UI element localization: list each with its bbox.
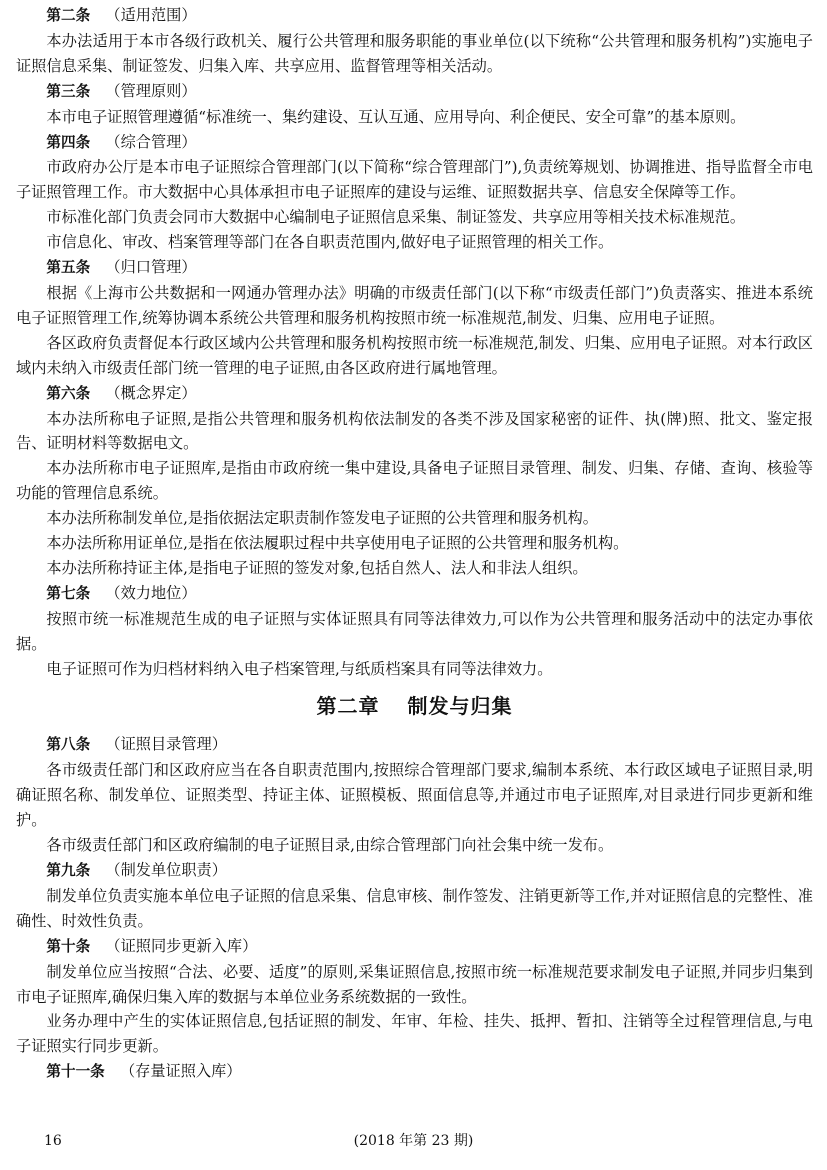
chapter-number: 第二章 — [316, 694, 380, 719]
paragraph: 各市级责任部门和区政府应当在各自职责范围内,按照综合管理部门要求,编制本系统、本行政区域电子证照目录,明确证照名称、制发单位、证照类型、持证主体、证照模板、照面信息等,并通过市电子证照库,对目录进行同步更新和维护。 — [16, 761, 813, 830]
page-number: 16 — [44, 1133, 62, 1149]
issue-label: (2018 年第 23 期) — [353, 1133, 474, 1149]
chapter-title: 制发与归集 — [407, 694, 513, 719]
article-heading — [16, 255, 813, 281]
paragraph: 按照市统一标准规范生成的电子证照与实体证照具有同等法律效力,可以作为公共管理和服务活动中的法定办事依据。 — [16, 609, 813, 653]
document-body — [16, 3, 813, 1085]
paragraph: 本办法所称用证单位,是指在依法履职过程中共享使用电子证照的公共管理和服务机构。 — [46, 534, 629, 553]
article-title: （适用范围） — [105, 6, 197, 24]
paragraph: 本办法所称电子证照,是指公共管理和服务机构依法制发的各类不涉及国家秘密的证件、执(牌)照、批文、鉴定报告、证明材料等数据电文。 — [16, 409, 813, 453]
paragraph: 根据《上海市公共数据和一网通办管理办法》明确的市级责任部门(以下称“市级责任部门”)负责落实、推进本系统电子证照管理工作,统筹协调本系统公共管理和服务机构按照市统一标准规范,制发、归集、应用电子证照。 — [16, 283, 813, 327]
article-number: 第十条 — [46, 937, 91, 955]
article-title: （证照目录管理） — [105, 735, 227, 754]
article-number: 第八条 — [46, 736, 91, 754]
article-title: （归口管理） — [105, 258, 197, 277]
paragraph: 各市级责任部门和区政府编制的电子证照目录,由综合管理部门向社会集中统一发布。 — [46, 836, 614, 855]
paragraph: 本办法所称制发单位,是指依据法定职责制作签发电子证照的公共管理和服务机构。 — [46, 509, 598, 528]
paragraph: 本办法所称持证主体,是指电子证照的签发对象,包括自然人、法人和非法人组织。 — [46, 558, 588, 577]
paragraph: 市信息化、审改、档案管理等部门在各自职责范围内,做好电子证照管理的相关工作。 — [46, 233, 614, 252]
article-number: 第十一条 — [46, 1063, 105, 1081]
article-title: （综合管理） — [105, 132, 197, 151]
article-heading — [16, 79, 813, 105]
article-heading — [16, 130, 813, 156]
paragraph: 各区政府负责督促本行政区域内公共管理和服务机构按照市统一标准规范,制发、归集、应用电子证照。对本行政区域内未纳入市级责任部门统一管理的电子证照,由各区政府进行属地管理。 — [16, 333, 813, 377]
paragraph: 制发单位应当按照“合法、必要、适度”的原则,采集证照信息,按照市统一标准规范要求制发电子证照,并同步归集到市电子证照库,确保归集入库的数据与本单位业务系统数据的一致性。 — [16, 962, 813, 1006]
paragraph: 电子证照可作为归档材料纳入电子档案管理,与纸质档案具有同等法律效力。 — [46, 659, 553, 678]
article-title: （证照同步更新入库） — [105, 936, 258, 955]
paragraph: 本办法适用于本市各级行政机关、履行公共管理和服务职能的事业单位(以下统称“公共管理和服务机构”)实施电子证照信息采集、制证签发、归集入库、共享应用、监督管理等相关活动。 — [16, 31, 813, 75]
article-title: （概念界定） — [105, 383, 197, 402]
paragraph: 业务办理中产生的实体证照信息,包括证照的制发、年审、年检、挂失、抵押、暂扣、注销等全过程管理信息,与电子证照实行同步更新。 — [16, 1012, 813, 1056]
article-title: （制发单位职责） — [105, 861, 227, 879]
paragraph: 市政府办公厅是本市电子证照综合管理部门(以下简称“综合管理部门”),负责统筹规划、协调推进、指导监督全市电子证照管理工作。市大数据中心具体承担市电子证照库的建设与运维、证照数据共享、信息安全保障等工作。 — [16, 158, 813, 202]
article-heading — [16, 581, 813, 607]
article-number: 第七条 — [46, 584, 91, 602]
paragraph: 市标准化部门负责会同市大数据中心编制电子证照信息采集、制证签发、共享应用等相关技术标准规范。 — [46, 208, 746, 227]
article-title: （效力地位） — [105, 583, 197, 602]
article-heading — [16, 1059, 813, 1085]
article-number: 第二条 — [46, 7, 91, 24]
article-number: 第六条 — [46, 384, 91, 402]
article-number: 第四条 — [46, 133, 91, 151]
article-heading — [16, 858, 813, 884]
article-title: （管理原则） — [105, 81, 197, 100]
article-heading — [16, 732, 813, 758]
page-footer — [0, 1131, 827, 1151]
article-heading — [16, 934, 813, 960]
paragraph: 本办法所称市电子证照库,是指由市政府统一集中建设,具备电子证照目录管理、制发、归集、存储、查询、核验等功能的管理信息系统。 — [16, 459, 813, 503]
article-number: 第三条 — [46, 82, 91, 100]
article-heading — [16, 3, 813, 29]
article-number: 第五条 — [46, 259, 91, 277]
article-title: （存量证照入库） — [119, 1062, 242, 1081]
article-number: 第九条 — [46, 862, 91, 879]
article-heading — [16, 381, 813, 407]
paragraph: 制发单位负责实施本单位电子证照的信息采集、信息审核、制作签发、注销更新等工作,并对证照信息的完整性、准确性、时效性负责。 — [16, 886, 813, 930]
chapter-heading — [16, 691, 813, 721]
paragraph: 本市电子证照管理遵循“标准统一、集约建设、互认互通、应用导向、利企便民、安全可靠”的基本原则。 — [46, 107, 746, 126]
